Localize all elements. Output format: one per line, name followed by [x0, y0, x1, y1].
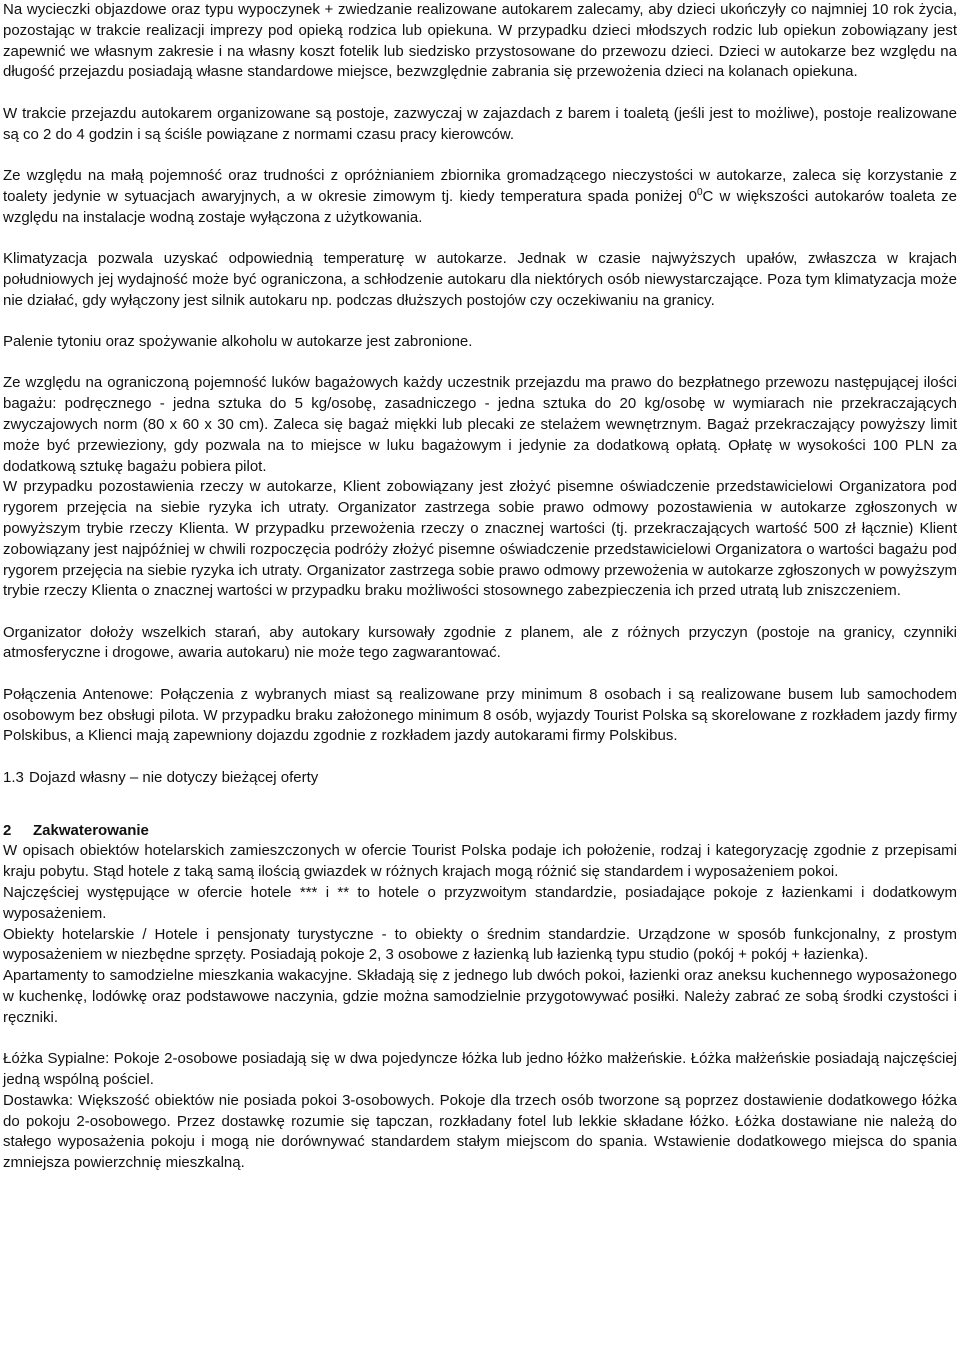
paragraph-toilet	[3, 166, 957, 228]
paragraph-hotel-categories: W opisach obiektów hotelarskich zamieszczonych w ofercie Tourist Polska podaje ich położenie, rodzaj i kategoryzację zgodnie z przepisami kraju pobytu. Stąd hotele z taką samą ilością gwiazdek w różnych krajach mogą różnić się standardem i wyposażeniem pokoi.	[3, 842, 957, 881]
paragraph-beds: Łóżka Sypialne: Pokoje 2-osobowe posiadają się w dwa pojedyncze łóżka lub jedno łóżko małżeńskie. Łóżka małżeńskie posiadają najczęściej jedną wspólną pościel.	[3, 1050, 957, 1089]
section-text: Dojazd własny – nie dotyczy bieżącej oferty	[29, 768, 319, 786]
section-number: 2	[3, 821, 12, 839]
paragraph-hotels-pensions: Obiekty hotelarskie / Hotele i pensjonaty turystyczne - to obiekty o średnim standardzie. Urządzone w sposób funkcjonalny, z prostym wyposażeniem w niezbędne sprzęty. Posiadają pokoje 2, 3 osobowe z łazienką lub łazienką typu studio (pokój + pokój + łazienka).	[3, 925, 957, 964]
spacer	[3, 83, 957, 104]
section-2-heading	[3, 821, 957, 842]
paragraph-connections: Połączenia Antenowe: Połączenia z wybranych miast są realizowane przy minimum 8 osobach i są realizowane busem lub samochodem osobowym bez obsługi pilota. W przypadku braku założonego minimum 8 osób, wyjazdy Tourist Polska są skorelowane z rozkładem jazdy firmy Polskibus, a Klienci mają zapewniony dojazdu zgodnie z rozkładem jazdy autokarami firmy Polskibus.	[3, 685, 957, 745]
spacer	[3, 228, 957, 249]
paragraph-air-conditioning: Klimatyzacja pozwala uzyskać odpowiednią temperaturę w autokarze. Jednak w czasie najwyższych upałów, zwłaszcza w krajach południowych jej wydajność może być ograniczona, a schłodzenie autokaru dla niektórych osób niewystarczające. Poza tym klimatyzacja może nie działać, gdy wyłączony jest silnik autokaru np. podczas dłuższych postojów czy oczekiwaniu na granicy.	[3, 249, 957, 309]
spacer	[3, 747, 957, 768]
paragraph-schedule: Organizator dołoży wszelkich starań, aby autokary kursowały zgodnie z planem, ale z różnych przyczyn (postoje na granicy, czynniki atmosferyczne i drogowe, awaria autokaru) nie może tego zagwarantować.	[3, 623, 957, 662]
paragraph-luggage: Ze względu na ograniczoną pojemność luków bagażowych każdy uczestnik przejazdu ma prawo do bezpłatnego przewozu następującej ilości bagażu: podręcznego - jedna sztuka do 5 kg/osobę, zasadniczego - jedna sztuka do 20 kg/osobę w wymiarach nie przekraczających zwyczajowych norm (80 x 60 x 30 cm). Zaleca się bagaż miękki lub plecaki ze stelażem wewnętrznym. Bagaż przekraczający powyższy limit może być przewieziony, gdy pozwala na to miejsce w luku bagażowym i jedynie za dodatkową opłatą. Opłatę w wysokości 100 PLN za dodatkową sztukę bagażu pobiera pilot.	[3, 374, 957, 475]
paragraph-apartments: Apartamenty to samodzielne mieszkania wakacyjne. Składają się z jednego lub dwóch pokoi, łazienki oraz aneksu kuchennego wyposażonego w kuchenkę, lodówkę oraz podstawowe naczynia, gdzie można samodzielnie przygotowywać posiłki. Należy zabrać ze sobą środki czystości i ręczniki.	[3, 967, 957, 1026]
paragraph-hotel-stars: Najczęściej występujące w ofercie hotele *** i ** to hotele o przyzwoitym standardzie, posiadające pokoje z łazienkami i dodatkowym wyposażeniem.	[3, 884, 957, 922]
spacer	[3, 311, 957, 332]
spacer	[3, 664, 957, 685]
toilet-text-after: C w większości autokarów toaleta ze względu na instalacje wodną zostaje wyłączona z użytkowania.	[3, 187, 957, 226]
paragraph-smoking: Palenie tytoniu oraz spożywanie alkoholu w autokarze jest zabronione.	[3, 332, 473, 350]
section-1-3-line	[3, 768, 957, 789]
spacer	[3, 353, 957, 374]
paragraph-extra-bed: Dostawka: Większość obiektów nie posiada pokoi 3-osobowych. Pokoje dla trzech osób tworzone są poprzez dostawienie dodatkowego łóżka do pokoju 2-osobowego. Przez dostawkę rozumie się tapczan, rozkładany fotel lub lekkie składane łóżko. Łóżka dostawiane nie należą do stałego wyposażenia pokoju i mogą nie dorównywać standardem stałym miejscom do spania. Wstawienie dodatkowego miejsca do spania zmniejsza powierzchnię mieszkalną.	[3, 1091, 957, 1172]
toilet-text-before: Ze względu na małą pojemność oraz trudności z opróżnianiem zbiornika gromadzącego nieczystości w autokarze, zaleca się korzystanie z toalety jedynie w sytuacjach awaryjnych, a w okresie zimowym tj. kiedy temperatura spada poniżej 0	[3, 166, 957, 205]
spacer	[3, 145, 957, 166]
spacer	[3, 789, 957, 821]
section-number: 1.3	[3, 768, 24, 786]
section-title: Zakwaterowanie	[33, 821, 149, 839]
paragraph-children-travel: Na wycieczki objazdowe oraz typu wypoczynek + zwiedzanie realizowane autokarem zalecamy, aby dzieci ukończyły co najmniej 10 rok życia, pozostając w trakcie realizacji imprezy pod opieką rodzica lub opiekuna. W przypadku dzieci młodszych rodzic lub opiekun zobowiązany jest zapewnić we własnym zakresie i na własny koszt fotelik lub siedzisko przystosowane do przewozu dzieci. Dzieci w autokarze bez względu na długość przejazdu posiadają własne standardowe miejsce, bezwzględnie zabrania się przewożenia dzieci na kolanach opiekuna.	[3, 1, 957, 81]
paragraph-stops: W trakcie przejazdu autokarem organizowane są postoje, zazwyczaj w zajazdach z barem i toaletą (jeśli jest to możliwe), postoje realizowane są co 2 do 4 godzin i są ściśle powiązane z normami czasu pracy kierowców.	[3, 104, 957, 143]
paragraph-left-items: W przypadku pozostawienia rzeczy w autokarze, Klient zobowiązany jest złożyć pisemne oświadczenie przedstawicielowi Organizatora pod rygorem przejęcia na siebie ryzyka ich utraty. Organizator zastrzega sobie prawo odmowy pozostawienia w autokarze zgłoszonych w powyższym trybie rzeczy Klienta. W przypadku przewożenia rzeczy o znacznej wartości (tj. przekraczających wartość 500 zł łącznie) Klient zobowiązany jest najpóźniej w chwili rozpoczęcia podróży złożyć pisemne oświadczenie przedstawicielowi Organizatora o wartości bagażu pod rygorem przejęcia na siebie ryzyka ich utraty. Organizator zastrzega sobie prawo odmowy przewożenia w autokarze zgłoszonych w powyższym trybie rzeczy Klienta o znacznej wartości w przypadku braku możliwości stosownego zabezpieczenia ich przed utratą lub zniszczeniem.	[3, 478, 957, 600]
degree-superscript: 0	[696, 186, 703, 198]
spacer	[3, 1029, 957, 1050]
spacer	[3, 602, 957, 623]
